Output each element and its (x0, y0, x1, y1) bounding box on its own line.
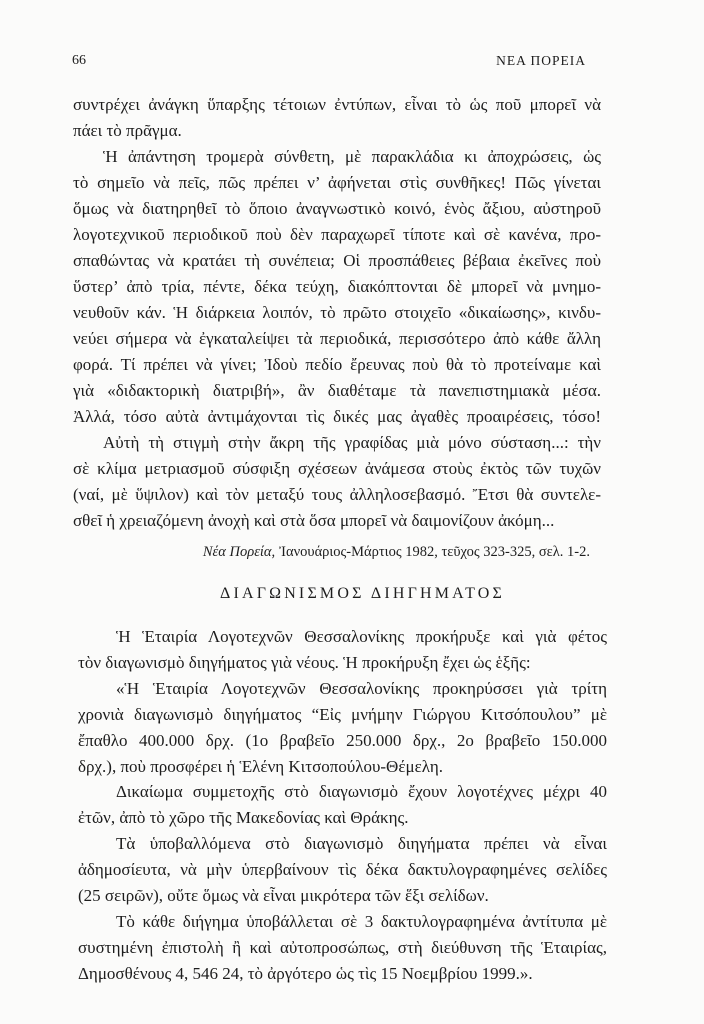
text-line: ἀδημοσίευτα, νὰ μὴν ὑπερβαίνουν τὶς δέκα δακτυλογραφημένες σελίδες (78, 860, 607, 880)
paragraph (78, 779, 607, 831)
source-citation (73, 542, 590, 562)
text-line: σπαθώντας νὰ κρατάει τὴ συνέπεια; Οἱ προσπάθειες βέβαια ἐκεῖνες ποὺ (73, 251, 601, 270)
text-line: φορά. Τί πρέπει νὰ γίνει; Ἰδοὺ πεδίο ἔρευνας ποὺ θὰ τὸ προτείναμε καὶ (73, 355, 601, 374)
page-number: 66 (72, 53, 86, 68)
paragraph (73, 144, 601, 430)
article-excerpt (73, 92, 601, 534)
paragraph (78, 676, 607, 780)
text-line: ἐτῶν, ἀπὸ τὸ χῶρο τῆς Μακεδονίας καὶ Θράκης. (78, 808, 409, 828)
text-line: Αὐτὴ τὴ στιγμὴ στὴν ἄκρη τῆς γραφίδας μιὰ μόνο σύσταση...: τὴν (103, 433, 601, 452)
text-line: ἔπαθλο 400.000 δρχ. (1ο βραβεῖο 250.000 δρχ., 2ο βραβεῖο 150.000 (78, 730, 607, 750)
paragraph (78, 909, 607, 987)
text-line: Δικαίωμα συμμετοχῆς στὸ διαγωνισμὸ ἔχουν λογοτέχνες μέχρι 40 (116, 782, 607, 802)
text-line: πάει τὸ πρᾶγμα. (73, 121, 182, 140)
text-line: τὸ σημεῖο νὰ πεῖς, πῶς πρέπει ν’ ἀφήνεται στὶς συνθῆκες! Πῶς γίνεται (73, 173, 601, 192)
text-line: συστημένη ἐπιστολὴ ἢ καὶ αὐτοπροσώπως, στὴ διεύθυνση τῆς Ἑταιρίας, (78, 937, 607, 957)
text-line: νευθοῦν κάν. Ἡ διάρκεια λοιπόν, τὸ πρῶτο στοιχεῖο «δικαίωσης», κινδυ- (73, 303, 601, 322)
text-line: ὕστερ’ ἀπὸ τρία, πέντε, δέκα τεύχη, διακόπτονται δὲ μπορεῖ νὰ μνημο- (73, 277, 601, 296)
text-line: νεύει σήμερα νὰ ἐγκαταλείψει τὰ περιοδικά, περισσότερο ἀπὸ κάθε ἄλλη (73, 329, 601, 348)
paragraph (78, 831, 607, 909)
text-line: Ἡ Ἑταιρία Λογοτεχνῶν Θεσσαλονίκης προκήρυξε καὶ γιὰ φέτος (116, 627, 607, 646)
text-line: χρονιὰ διαγωνισμὸ διηγήματος “Εἰς μνήμην Γιώργου Κιτσόπουλου” μὲ (78, 704, 607, 724)
text-line: σθεῖ ἡ χρειαζόμενη ἀνοχὴ καὶ στὰ ὅσα μπορεῖ νὰ δαιμονίζουν ἀκόμη... (73, 511, 555, 530)
text-line: «Ἡ Ἑταιρία Λογοτεχνῶν Θεσσαλονίκης προκηρύσσει γιὰ τρίτη (116, 678, 607, 698)
contest-announcement (78, 624, 607, 987)
text-line: Ἡ ἀπάντηση τρομερὰ σύνθετη, μὲ παρακλάδια κι ἀποχρώσεις, ὡς (103, 147, 601, 166)
paragraph (73, 92, 601, 144)
paragraph (78, 624, 607, 676)
text-line: δρχ.), ποὺ προσφέρει ἡ Ἑλένη Κιτσοπούλου-Θέμελη. (78, 756, 443, 776)
section-heading: ΔΙΑΓΩΝΙΣΜΟΣ ΔΙΗΓΗΜΑΤΟΣ (220, 585, 505, 602)
citation-details: Ἰανουάριος-Μάρτιος 1982, τεῦχος 323-325, σελ. 1-2. (279, 544, 590, 560)
text-line: Τὰ ὑποβαλλόμενα στὸ διαγωνισμὸ διηγήματα πρέπει νὰ εἶναι (116, 834, 607, 854)
text-line: λογοτεχνικοῦ περιοδικοῦ ποὺ δὲν παραχωρεῖ τίποτε καὶ σὲ κανένα, προ- (73, 225, 601, 244)
text-line: (ναί, μὲ ὕψιλον) καὶ τὸν μεταξύ τους ἀλληλοσεβασμό. Ἔτσι θὰ συντελε- (73, 485, 601, 504)
paragraph (73, 430, 601, 534)
publication-title: Νέα Πορεία, (202, 544, 276, 560)
text-line: τὸν διαγωνισμὸ διηγήματος γιὰ νέους. Ἡ προκήρυξη ἔχει ὡς ἑξῆς: (78, 652, 531, 672)
text-line: ὅμως νὰ διατηρηθεῖ τὸ ὅποιο ἀναγνωστικὸ κοινό, ἑνὸς ἄξιου, αὐστηροῦ (73, 199, 601, 218)
text-line: Δημοσθένους 4, 546 24, τὸ ἀργότερο ὡς τὶς 15 Νοεμβρίου 1999.». (78, 963, 533, 983)
text-line: συντρέχει ἀνάγκη ὕπαρξης τέτοιων ἐντύπων, εἶναι τὸ ὡς ποῦ μπορεῖ νὰ (73, 95, 601, 114)
text-line: Τὸ κάθε διήγημα ὑποβάλλεται σὲ 3 δακτυλογραφημένα ἀντίτυπα μὲ (116, 911, 607, 931)
text-line: (25 σειρῶν), οὔτε ὅμως νὰ εἶναι μικρότερα τῶν ἕξι σελίδων. (78, 886, 489, 906)
running-title: ΝΕΑ ΠΟΡΕΙΑ (496, 53, 586, 68)
text-line: σὲ κλίμα μετριασμοῦ σύσφιξη σχέσεων ἀνάμεσα στοὺς ἐκτὸς τῶν τυχῶν (73, 459, 601, 478)
text-line: Ἀλλά, τόσο αὐτὰ ἀντιμάχονται τὶς δικές μας ἀγαθὲς προαιρέσεις, τόσο! (73, 407, 601, 426)
text-line: γιὰ «διδακτορικὴ διατριβή», ἂν διαθέταμε τὰ πανεπιστημιακὰ μέσα. (73, 381, 601, 400)
